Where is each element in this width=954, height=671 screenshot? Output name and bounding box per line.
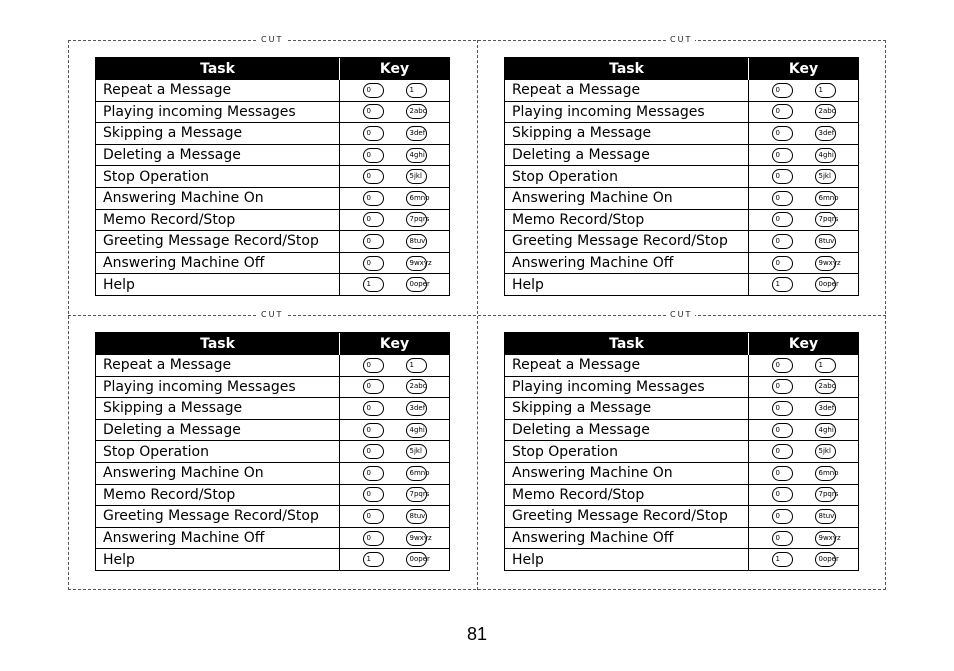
key-cell bbox=[340, 166, 450, 188]
key-cell bbox=[340, 209, 450, 231]
key-cell bbox=[340, 441, 450, 463]
task-cell: Greeting Message Record/Stop bbox=[505, 231, 749, 253]
task-cell: Deleting a Message bbox=[96, 144, 340, 166]
keypad-key-icon: 2abc bbox=[406, 104, 427, 119]
task-cell: Repeat a Message bbox=[96, 355, 340, 377]
table-row bbox=[505, 549, 858, 570]
task-cell: Answering Machine Off bbox=[505, 527, 749, 549]
task-cell: Skipping a Message bbox=[505, 398, 749, 420]
table-row bbox=[505, 419, 858, 441]
keypad-key-icon: 0 bbox=[772, 401, 793, 416]
table-row bbox=[505, 274, 858, 295]
table-row bbox=[505, 506, 858, 528]
keypad-key-icon: 1 bbox=[406, 358, 427, 373]
keypad-key-icon: 2abc bbox=[815, 379, 836, 394]
table-row bbox=[505, 123, 858, 145]
table-row bbox=[96, 419, 449, 441]
keypad-key-icon: 1 bbox=[363, 277, 384, 292]
keypad-key-icon: 0oper bbox=[406, 277, 427, 292]
table-row bbox=[505, 376, 858, 398]
keypad-key-icon: 9wxyz bbox=[406, 256, 427, 271]
keypad-key-icon: 0oper bbox=[815, 277, 836, 292]
table-row bbox=[505, 527, 858, 549]
task-cell: Skipping a Message bbox=[96, 123, 340, 145]
key-cell bbox=[340, 231, 450, 253]
table-row bbox=[505, 101, 858, 123]
keypad-key-icon: 1 bbox=[815, 358, 836, 373]
keypad-key-icon: 2abc bbox=[815, 104, 836, 119]
cut-label: CUT bbox=[667, 310, 695, 319]
cut-label: CUT bbox=[258, 310, 286, 319]
header-task: Task bbox=[96, 58, 340, 80]
keypad-key-icon: 0 bbox=[363, 509, 384, 524]
table-row bbox=[96, 441, 449, 463]
key-cell bbox=[340, 274, 450, 295]
key-cell bbox=[749, 484, 859, 506]
keypad-key-icon: 0 bbox=[363, 169, 384, 184]
keypad-key-icon: 0 bbox=[772, 148, 793, 163]
task-cell: Answering Machine Off bbox=[505, 252, 749, 274]
key-cell bbox=[749, 166, 859, 188]
keypad-key-icon: 2abc bbox=[406, 379, 427, 394]
keypad-key-icon: 0oper bbox=[815, 552, 836, 567]
keypad-key-icon: 1 bbox=[363, 552, 384, 567]
keypad-key-icon: 5jkl bbox=[815, 169, 836, 184]
header-task: Task bbox=[505, 333, 749, 355]
keypad-key-icon: 7pqrs bbox=[815, 212, 836, 227]
keypad-key-icon: 0 bbox=[772, 487, 793, 502]
task-cell: Answering Machine Off bbox=[96, 252, 340, 274]
key-cell bbox=[340, 527, 450, 549]
keypad-key-icon: 0 bbox=[772, 444, 793, 459]
keypad-key-icon: 7pqrs bbox=[406, 212, 427, 227]
table-row bbox=[505, 166, 858, 188]
table-row bbox=[96, 462, 449, 484]
keypad-key-icon: 0 bbox=[772, 379, 793, 394]
header-key: Key bbox=[749, 58, 859, 80]
task-cell: Answering Machine Off bbox=[96, 527, 340, 549]
keypad-key-icon: 0 bbox=[363, 401, 384, 416]
keypad-key-icon: 0 bbox=[772, 531, 793, 546]
table-row bbox=[96, 398, 449, 420]
task-cell: Help bbox=[96, 274, 340, 295]
keypad-key-icon: 3def bbox=[815, 126, 836, 141]
table-row bbox=[96, 166, 449, 188]
key-cell bbox=[749, 462, 859, 484]
keypad-key-icon: 0 bbox=[363, 104, 384, 119]
task-cell: Deleting a Message bbox=[96, 419, 340, 441]
keypad-key-icon: 5jkl bbox=[406, 169, 427, 184]
table-row bbox=[96, 252, 449, 274]
table-row bbox=[96, 355, 449, 377]
keypad-key-icon: 5jkl bbox=[815, 444, 836, 459]
key-table bbox=[505, 333, 858, 570]
table-row bbox=[505, 252, 858, 274]
keypad-key-icon: 0 bbox=[363, 126, 384, 141]
key-table bbox=[96, 333, 449, 570]
table-row bbox=[96, 506, 449, 528]
key-table bbox=[505, 58, 858, 295]
header-task: Task bbox=[96, 333, 340, 355]
task-cell: Greeting Message Record/Stop bbox=[96, 231, 340, 253]
key-table bbox=[96, 58, 449, 295]
task-cell: Memo Record/Stop bbox=[505, 484, 749, 506]
keypad-key-icon: 0 bbox=[772, 83, 793, 98]
table-row bbox=[96, 484, 449, 506]
keypad-key-icon: 8tuv bbox=[406, 509, 427, 524]
key-cell bbox=[340, 462, 450, 484]
key-cell bbox=[340, 419, 450, 441]
keypad-key-icon: 9wxyz bbox=[815, 256, 836, 271]
table-row bbox=[96, 123, 449, 145]
key-cell bbox=[749, 101, 859, 123]
keypad-key-icon: 6mno bbox=[815, 191, 836, 206]
task-cell: Help bbox=[505, 274, 749, 295]
key-cell bbox=[749, 376, 859, 398]
keypad-key-icon: 4ghi bbox=[815, 423, 836, 438]
keypad-key-icon: 8tuv bbox=[815, 234, 836, 249]
keypad-key-icon: 0 bbox=[363, 234, 384, 249]
key-cell bbox=[340, 187, 450, 209]
keypad-key-icon: 7pqrs bbox=[406, 487, 427, 502]
task-cell: Answering Machine On bbox=[505, 187, 749, 209]
key-cell bbox=[340, 398, 450, 420]
table-row bbox=[96, 527, 449, 549]
task-cell: Greeting Message Record/Stop bbox=[505, 506, 749, 528]
task-cell: Deleting a Message bbox=[505, 144, 749, 166]
table-header-row bbox=[96, 58, 449, 80]
task-cell: Help bbox=[505, 549, 749, 570]
key-cell bbox=[749, 549, 859, 570]
task-cell: Stop Operation bbox=[96, 166, 340, 188]
table-row bbox=[505, 462, 858, 484]
table-row bbox=[96, 209, 449, 231]
table-row bbox=[505, 80, 858, 102]
page-number: 81 bbox=[466, 624, 488, 644]
keypad-key-icon: 8tuv bbox=[406, 234, 427, 249]
task-cell: Answering Machine On bbox=[96, 462, 340, 484]
key-cell bbox=[749, 144, 859, 166]
keypad-key-icon: 0 bbox=[363, 487, 384, 502]
keypad-key-icon: 0 bbox=[772, 358, 793, 373]
keypad-key-icon: 0 bbox=[772, 423, 793, 438]
table-header-row bbox=[96, 333, 449, 355]
key-cell bbox=[749, 527, 859, 549]
table-row bbox=[505, 441, 858, 463]
table-row bbox=[96, 80, 449, 102]
keypad-key-icon: 0 bbox=[772, 509, 793, 524]
table-row bbox=[505, 144, 858, 166]
keypad-key-icon: 3def bbox=[406, 126, 427, 141]
keypad-key-icon: 1 bbox=[772, 277, 793, 292]
keypad-key-icon: 3def bbox=[406, 401, 427, 416]
keypad-key-icon: 6mno bbox=[815, 466, 836, 481]
task-cell: Repeat a Message bbox=[96, 80, 340, 102]
keypad-key-icon: 5jkl bbox=[406, 444, 427, 459]
key-cell bbox=[340, 484, 450, 506]
keypad-key-icon: 0 bbox=[772, 126, 793, 141]
task-cell: Playing incoming Messages bbox=[96, 101, 340, 123]
header-key: Key bbox=[749, 333, 859, 355]
task-cell: Playing incoming Messages bbox=[505, 101, 749, 123]
key-cell bbox=[749, 355, 859, 377]
table-row bbox=[505, 209, 858, 231]
key-cell bbox=[340, 376, 450, 398]
keypad-key-icon: 1 bbox=[815, 83, 836, 98]
keypad-key-icon: 0 bbox=[363, 531, 384, 546]
table-row bbox=[96, 144, 449, 166]
key-cell bbox=[340, 80, 450, 102]
keypad-key-icon: 0 bbox=[772, 104, 793, 119]
keypad-key-icon: 0 bbox=[363, 358, 384, 373]
keypad-key-icon: 0 bbox=[363, 148, 384, 163]
task-cell: Repeat a Message bbox=[505, 355, 749, 377]
cut-label: CUT bbox=[667, 35, 695, 44]
keypad-key-icon: 0 bbox=[363, 379, 384, 394]
key-reference-card bbox=[95, 332, 450, 571]
task-cell: Playing incoming Messages bbox=[505, 376, 749, 398]
header-key: Key bbox=[340, 58, 450, 80]
table-row bbox=[505, 398, 858, 420]
keypad-key-icon: 0 bbox=[363, 256, 384, 271]
key-cell bbox=[340, 549, 450, 570]
key-cell bbox=[749, 419, 859, 441]
task-cell: Stop Operation bbox=[505, 166, 749, 188]
key-cell bbox=[749, 187, 859, 209]
keypad-key-icon: 1 bbox=[406, 83, 427, 98]
task-cell: Skipping a Message bbox=[505, 123, 749, 145]
table-row bbox=[96, 376, 449, 398]
keypad-key-icon: 0 bbox=[363, 212, 384, 227]
task-cell: Answering Machine On bbox=[505, 462, 749, 484]
task-cell: Answering Machine On bbox=[96, 187, 340, 209]
task-cell: Deleting a Message bbox=[505, 419, 749, 441]
key-cell bbox=[340, 252, 450, 274]
keypad-key-icon: 4ghi bbox=[815, 148, 836, 163]
keypad-key-icon: 7pqrs bbox=[815, 487, 836, 502]
task-cell: Help bbox=[96, 549, 340, 570]
key-cell bbox=[749, 231, 859, 253]
header-key: Key bbox=[340, 333, 450, 355]
key-cell bbox=[749, 252, 859, 274]
keypad-key-icon: 8tuv bbox=[815, 509, 836, 524]
table-row bbox=[96, 274, 449, 295]
keypad-key-icon: 0 bbox=[772, 256, 793, 271]
task-cell: Playing incoming Messages bbox=[96, 376, 340, 398]
table-row bbox=[505, 484, 858, 506]
key-reference-card bbox=[95, 57, 450, 296]
keypad-key-icon: 6mno bbox=[406, 191, 427, 206]
table-row bbox=[505, 355, 858, 377]
table-row bbox=[96, 231, 449, 253]
keypad-key-icon: 9wxyz bbox=[406, 531, 427, 546]
table-row bbox=[505, 187, 858, 209]
task-cell: Memo Record/Stop bbox=[96, 209, 340, 231]
table-row bbox=[96, 101, 449, 123]
key-reference-card bbox=[504, 57, 859, 296]
table-row bbox=[96, 187, 449, 209]
keypad-key-icon: 0 bbox=[363, 191, 384, 206]
key-cell bbox=[749, 441, 859, 463]
key-cell bbox=[340, 123, 450, 145]
horizontal-cut-line bbox=[68, 315, 886, 316]
keypad-key-icon: 0 bbox=[772, 191, 793, 206]
table-header-row bbox=[505, 58, 858, 80]
keypad-key-icon: 0 bbox=[772, 169, 793, 184]
key-cell bbox=[749, 398, 859, 420]
key-reference-card bbox=[504, 332, 859, 571]
keypad-key-icon: 6mno bbox=[406, 466, 427, 481]
task-cell: Memo Record/Stop bbox=[505, 209, 749, 231]
table-row bbox=[505, 231, 858, 253]
header-task: Task bbox=[505, 58, 749, 80]
key-cell bbox=[749, 209, 859, 231]
key-cell bbox=[340, 506, 450, 528]
keypad-key-icon: 1 bbox=[772, 552, 793, 567]
key-cell bbox=[340, 144, 450, 166]
keypad-key-icon: 0 bbox=[772, 234, 793, 249]
keypad-key-icon: 0 bbox=[363, 466, 384, 481]
keypad-key-icon: 9wxyz bbox=[815, 531, 836, 546]
keypad-key-icon: 4ghi bbox=[406, 423, 427, 438]
task-cell: Repeat a Message bbox=[505, 80, 749, 102]
key-cell bbox=[749, 274, 859, 295]
key-cell bbox=[340, 101, 450, 123]
task-cell: Stop Operation bbox=[505, 441, 749, 463]
key-cell bbox=[749, 123, 859, 145]
keypad-key-icon: 0 bbox=[772, 212, 793, 227]
keypad-key-icon: 0oper bbox=[406, 552, 427, 567]
task-cell: Memo Record/Stop bbox=[96, 484, 340, 506]
key-cell bbox=[340, 355, 450, 377]
keypad-key-icon: 4ghi bbox=[406, 148, 427, 163]
table-header-row bbox=[505, 333, 858, 355]
key-cell bbox=[749, 80, 859, 102]
keypad-key-icon: 0 bbox=[772, 466, 793, 481]
key-cell bbox=[749, 506, 859, 528]
task-cell: Stop Operation bbox=[96, 441, 340, 463]
keypad-key-icon: 3def bbox=[815, 401, 836, 416]
table-row bbox=[96, 549, 449, 570]
task-cell: Greeting Message Record/Stop bbox=[96, 506, 340, 528]
keypad-key-icon: 0 bbox=[363, 423, 384, 438]
keypad-key-icon: 0 bbox=[363, 83, 384, 98]
keypad-key-icon: 0 bbox=[363, 444, 384, 459]
task-cell: Skipping a Message bbox=[96, 398, 340, 420]
cut-label: CUT bbox=[258, 35, 286, 44]
